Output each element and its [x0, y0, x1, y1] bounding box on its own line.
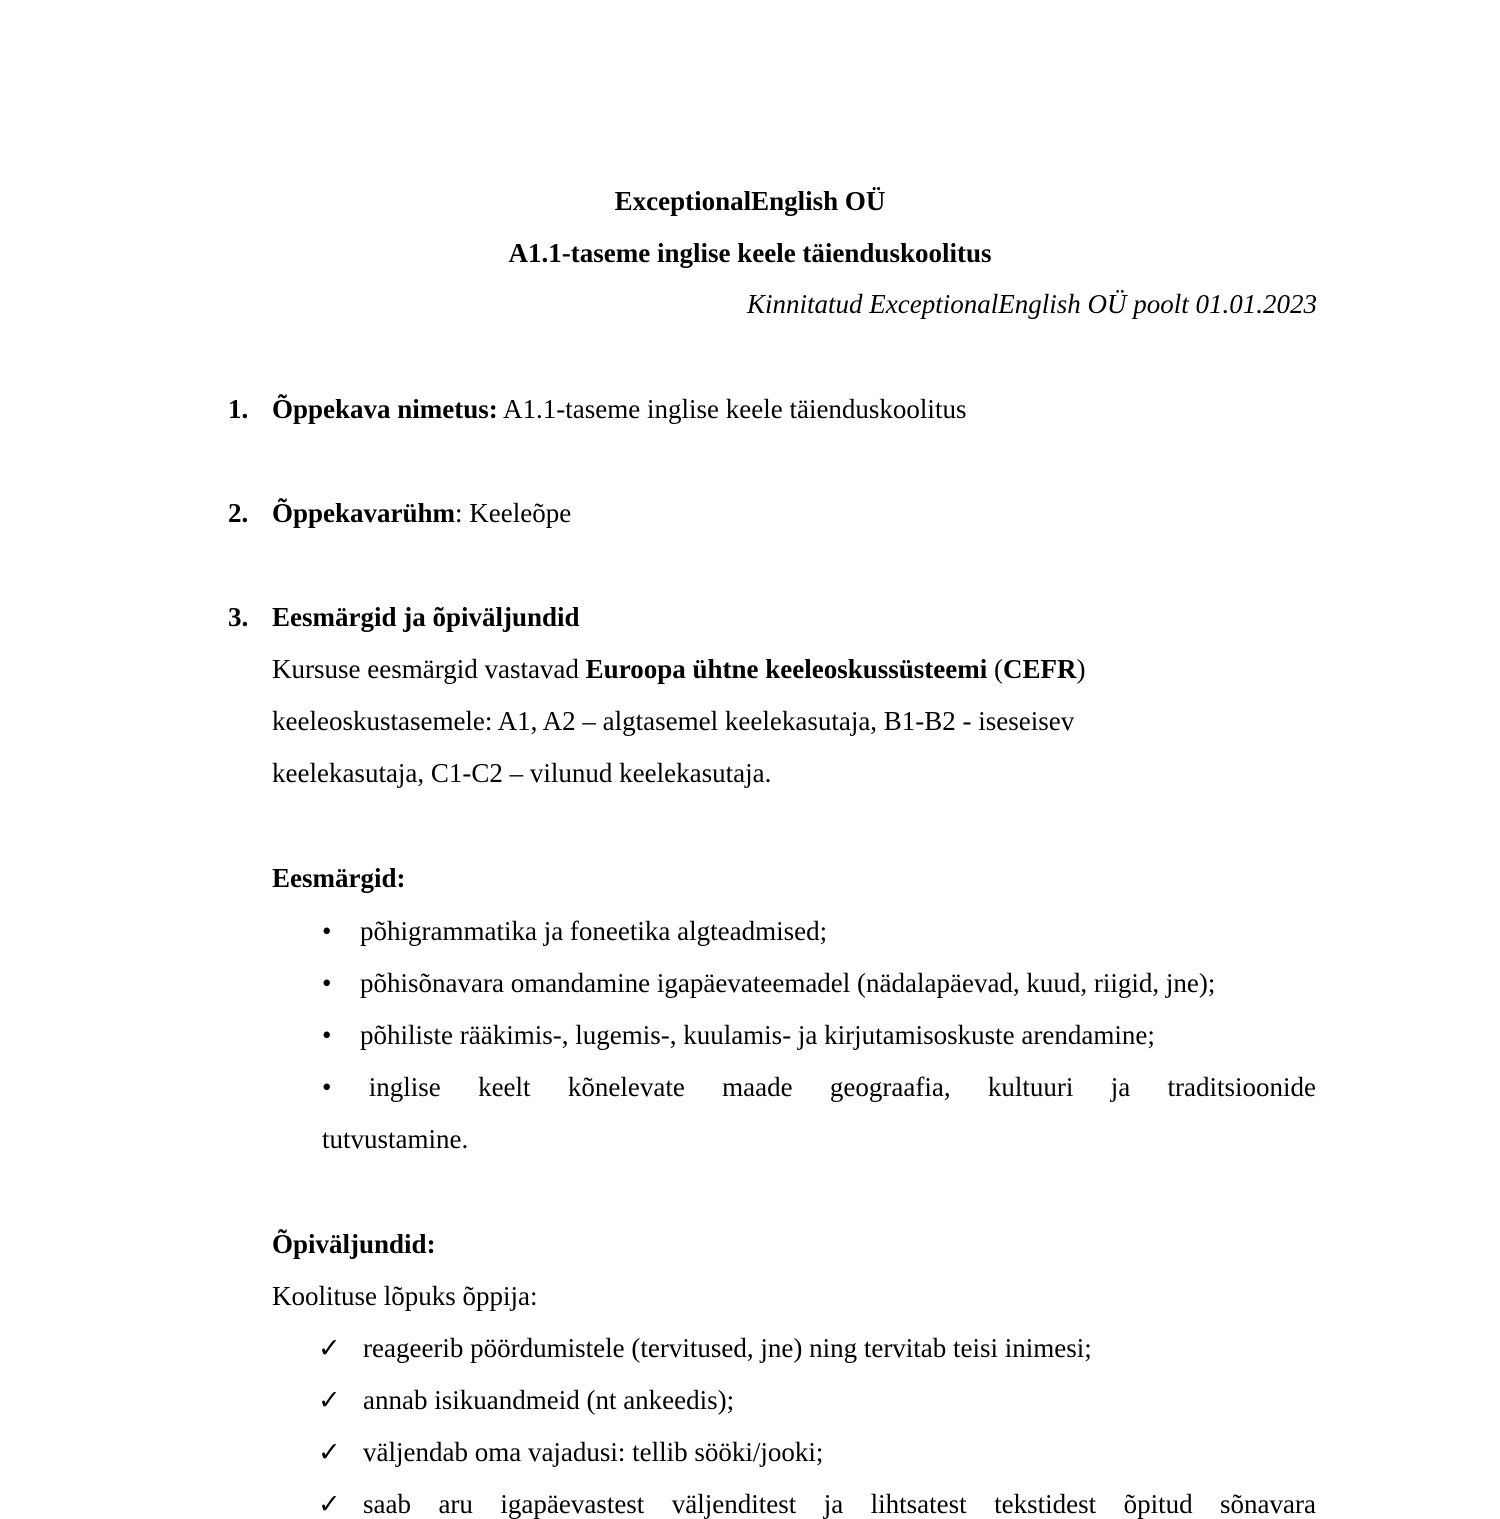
outcome-item: reageerib pöördumistele (tervitused, jne) ning tervitab teisi inimesi; [363, 1333, 1092, 1363]
company-name: ExceptionalEnglish OÜ [614, 186, 886, 216]
bullet-icon: • [322, 968, 332, 998]
goal-item: • inglise keelt kõnelevate maade geograafia, kultuuri ja traditsioonide [322, 1072, 1316, 1102]
section-value: : Keeleõpe [455, 498, 572, 528]
bullet-icon: • [322, 916, 332, 946]
outcomes-heading: Õpiväljundid: [272, 1229, 436, 1259]
checkmark-icon: ✓ [318, 1437, 341, 1467]
goals-heading: Eesmärgid: [272, 863, 406, 893]
outcome-item: väljendab oma vajadusi: tellib sööki/jooki; [363, 1437, 824, 1467]
intro-line: keelekasutaja, C1-C2 – vilunud keelekasutaja. [272, 758, 772, 788]
section-number: 1. [228, 394, 249, 424]
section-label: Õppekava nimetus: [272, 394, 498, 424]
section-curriculum-group [272, 500, 571, 527]
section-value: A1.1-taseme inglise keele täienduskoolitus [497, 394, 967, 424]
section-heading: Eesmärgid ja õpiväljundid [272, 602, 580, 632]
goal-item: põhigrammatika ja foneetika algteadmised; [360, 916, 828, 946]
section-curriculum-name [272, 396, 966, 423]
goal-item: põhisõnavara omandamine igapäevateemadel (nädalapäevad, kuud, riigid, jne); [360, 968, 1216, 998]
goal-item-continuation: tutvustamine. [322, 1124, 469, 1154]
section-label: Õppekavarühm [272, 498, 456, 528]
outcome-item: saab aru igapäevastest väljenditest ja lihtsatest tekstidest õpitud sõnavara [363, 1489, 1316, 1519]
section-number: 3. [228, 602, 249, 632]
approval-note: Kinnitatud ExceptionalEnglish OÜ poolt 01.01.2023 [747, 289, 1317, 319]
section-number: 2. [228, 498, 249, 528]
checkmark-icon: ✓ [318, 1489, 341, 1519]
outcome-item: annab isikuandmeid (nt ankeedis); [363, 1385, 735, 1415]
checkmark-icon: ✓ [318, 1333, 341, 1363]
goal-item: põhiliste rääkimis-, lugemis-, kuulamis- ja kirjutamisoskuste arendamine; [360, 1020, 1155, 1050]
intro-line: keeleoskustasemele: A1, A2 – algtasemel keelekasutaja, B1-B2 - iseseisev [272, 706, 1075, 736]
checkmark-icon: ✓ [318, 1385, 341, 1415]
bullet-icon: • [322, 1020, 332, 1050]
outcomes-intro: Koolituse lõpuks õppija: [272, 1281, 538, 1311]
document-title: A1.1-taseme inglise keele täienduskoolitus [508, 238, 992, 268]
intro-line: Kursuse eesmärgid vastavad Euroopa ühtne keeleoskussüsteemi (CEFR) [272, 654, 1086, 684]
